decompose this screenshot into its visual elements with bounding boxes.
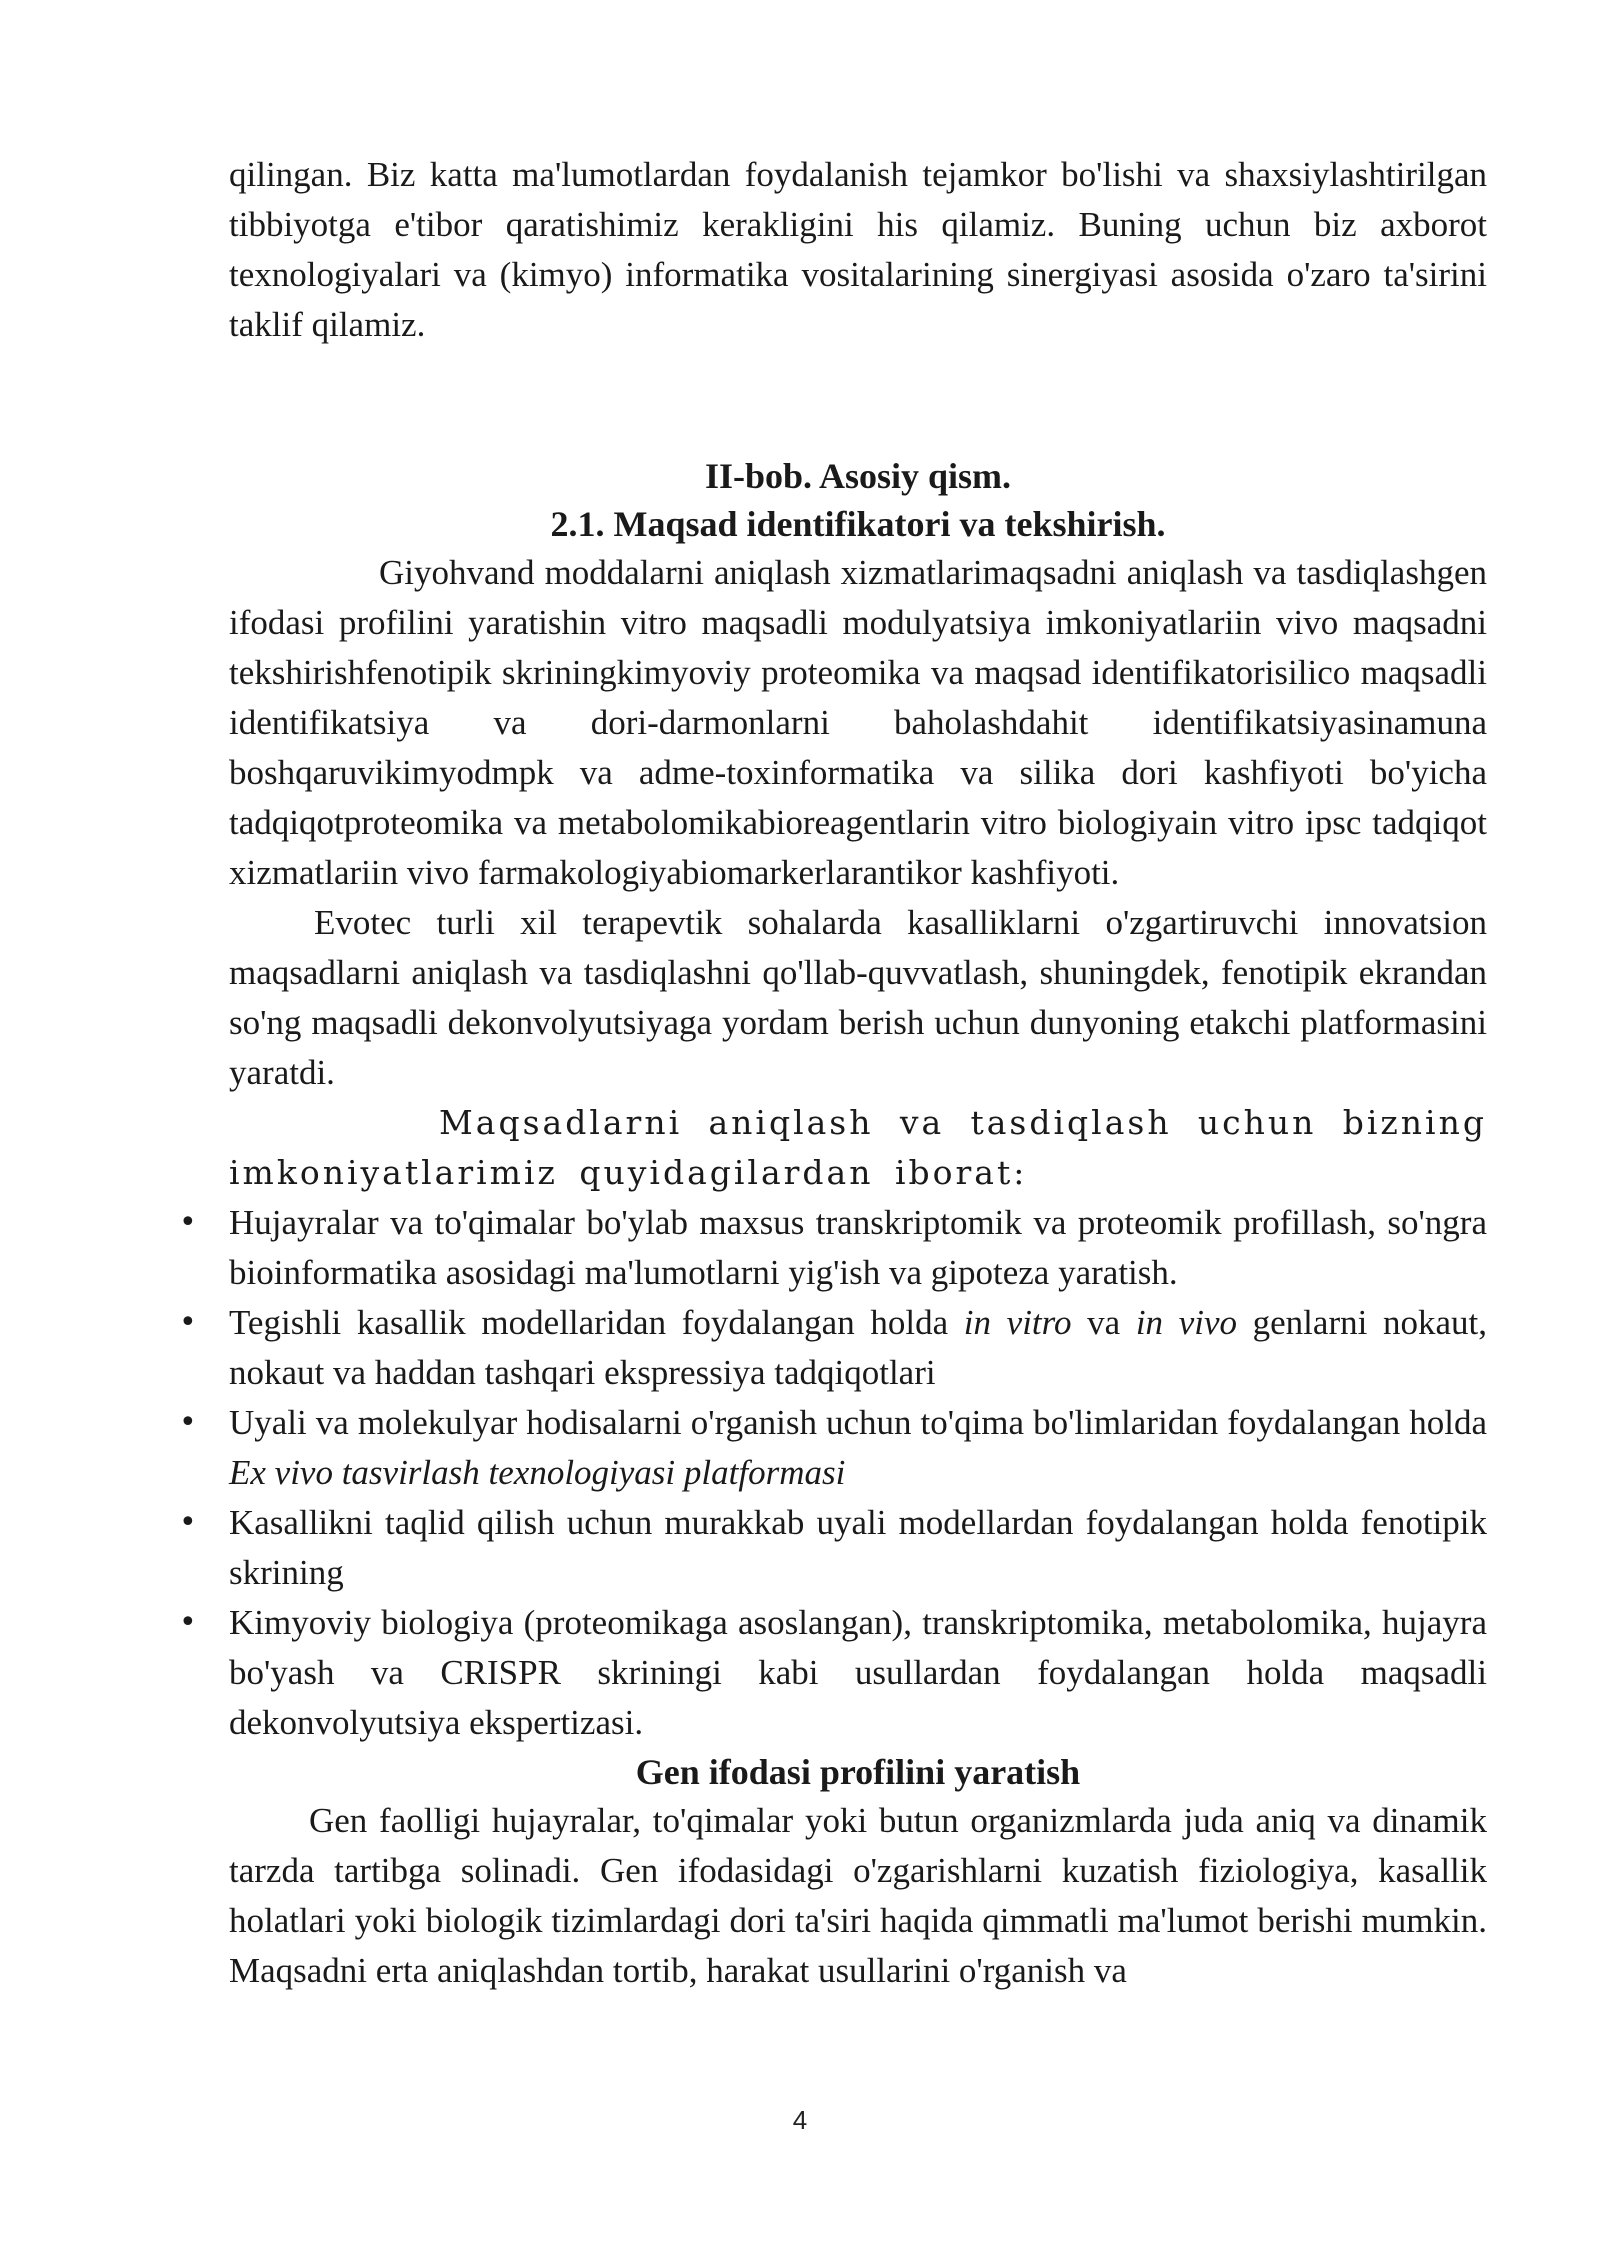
list-item-text: Tegishli kasallik modellaridan foydalangan holda — [229, 1303, 964, 1342]
list-item-text: genlarni nokaut, nokaut va haddan tashqari ekspressiya tadqiqotlari — [229, 1303, 1487, 1392]
list-item-text: Hujayralar va to'qimalar bo'ylab maxsus transkriptomik va proteomik profillash, so'ngra bioinformatika asosidagi ma'lumotlarni yig'ish va gipoteza yaratish. — [229, 1203, 1487, 1292]
list-item — [229, 1398, 1487, 1498]
list-item — [229, 1598, 1487, 1748]
capabilities-list — [229, 1198, 1487, 1748]
list-item-italic: in vivo — [1135, 1303, 1237, 1342]
list-item-text: Kimyoviy biologiya (proteomikaga asoslangan), transkriptomika, metabolomika, hujayra bo'yash va CRISPR skriningi kabi usullardan foydalangan holda maqsadli dekonvolyutsiya ekspertizasi. — [229, 1603, 1487, 1742]
list-item-italic: Ex vivo tasvirlash texnologiyasi platformasi — [229, 1453, 846, 1492]
section-title: 2.1. Maqsad identifikatori va tekshirish. — [550, 504, 1166, 544]
spacer — [229, 350, 1487, 452]
list-item — [229, 1498, 1487, 1598]
capabilities-paragraph: Maqsadlarni aniqlash va tasdiqlash uchun bizning imkoniyatlarimiz quyidagilardan iborat: — [229, 1103, 1487, 1192]
evotec-paragraph: Evotec turli xil terapevtik sohalarda kasalliklarni o'zgartiruvchi innovatsion maqsadlarni aniqlash va tasdiqlashni qo'llab-quvvatlash, shuningdek, fenotipik ekrandan so'ng maqsadli dekonvolyutsiyaga yordam berish uchun dunyoning etakchi platformasini yaratdi. — [229, 903, 1487, 1092]
list-item — [229, 1198, 1487, 1298]
list-item-text: Kasallikni taqlid qilish uchun murakkab uyali modellardan foydalangan holda fenotipik skrining — [229, 1503, 1487, 1592]
list-item-text: va — [1071, 1303, 1136, 1342]
list-item-text: Uyali va molekulyar hodisalarni o'rganish uchun to'qima bo'limlaridan foydalangan holda — [229, 1403, 1487, 1442]
services-paragraph: Giyohvand moddalarni aniqlash xizmatlarimaqsadni aniqlash va tasdiqlashgen ifodasi profilini yaratishin vitro maqsadli modulyatsiya imkoniyatlariin vivo maqsadni tekshirishfenotipik skriningkimyoviy proteomika va maqsad identifikatorisilico maqsadli identifikatsiya va dori-darmonlarni baholashdahit identifikatsiyasinamuna boshqaruvikimyodmpk va adme-toxinformatika va silika dori kashfiyoti bo'yicha tadqiqotproteomika va metabolomikabioreagentlarin vitro biologiyain vitro ipsc tadqiqot xizmatlariin vivo farmakologiyabiomarkerlarantikor kashfiyoti. — [229, 553, 1487, 892]
intro-paragraph: qilingan. Biz katta ma'lumotlardan foydalanish tejamkor bo'lishi va shaxsiylashtirilgan tibbiyotga e'tibor qaratishimiz kerakligini his qilamiz. Buning uchun biz axborot texnologiyalari va (kimyo) informatika vositalarining sinergiyasi asosida o'zaro ta'sirini taklif qilamiz. — [229, 155, 1487, 344]
subsection-title: Gen ifodasi profilini yaratish — [635, 1752, 1081, 1792]
chapter-title: II-bob. Asosiy qism. — [704, 456, 1012, 496]
page-content — [229, 150, 1487, 1996]
gene-paragraph: Gen faolligi hujayralar, to'qimalar yoki butun organizmlarda juda aniq va dinamik tarzda tartibga solinadi. Gen ifodasidagi o'zgarishlarni kuzatish fiziologiya, kasallik holatlari yoki biologik tizimlardagi dori ta'siri haqida qimmatli ma'lumot berishi mumkin. Maqsadni erta aniqlashdan tortib, harakat usullarini o'rganish va — [229, 1801, 1487, 1990]
list-item — [229, 1298, 1487, 1398]
list-item-italic: in vitro — [963, 1303, 1072, 1342]
page-number: 4 — [792, 2105, 808, 2135]
